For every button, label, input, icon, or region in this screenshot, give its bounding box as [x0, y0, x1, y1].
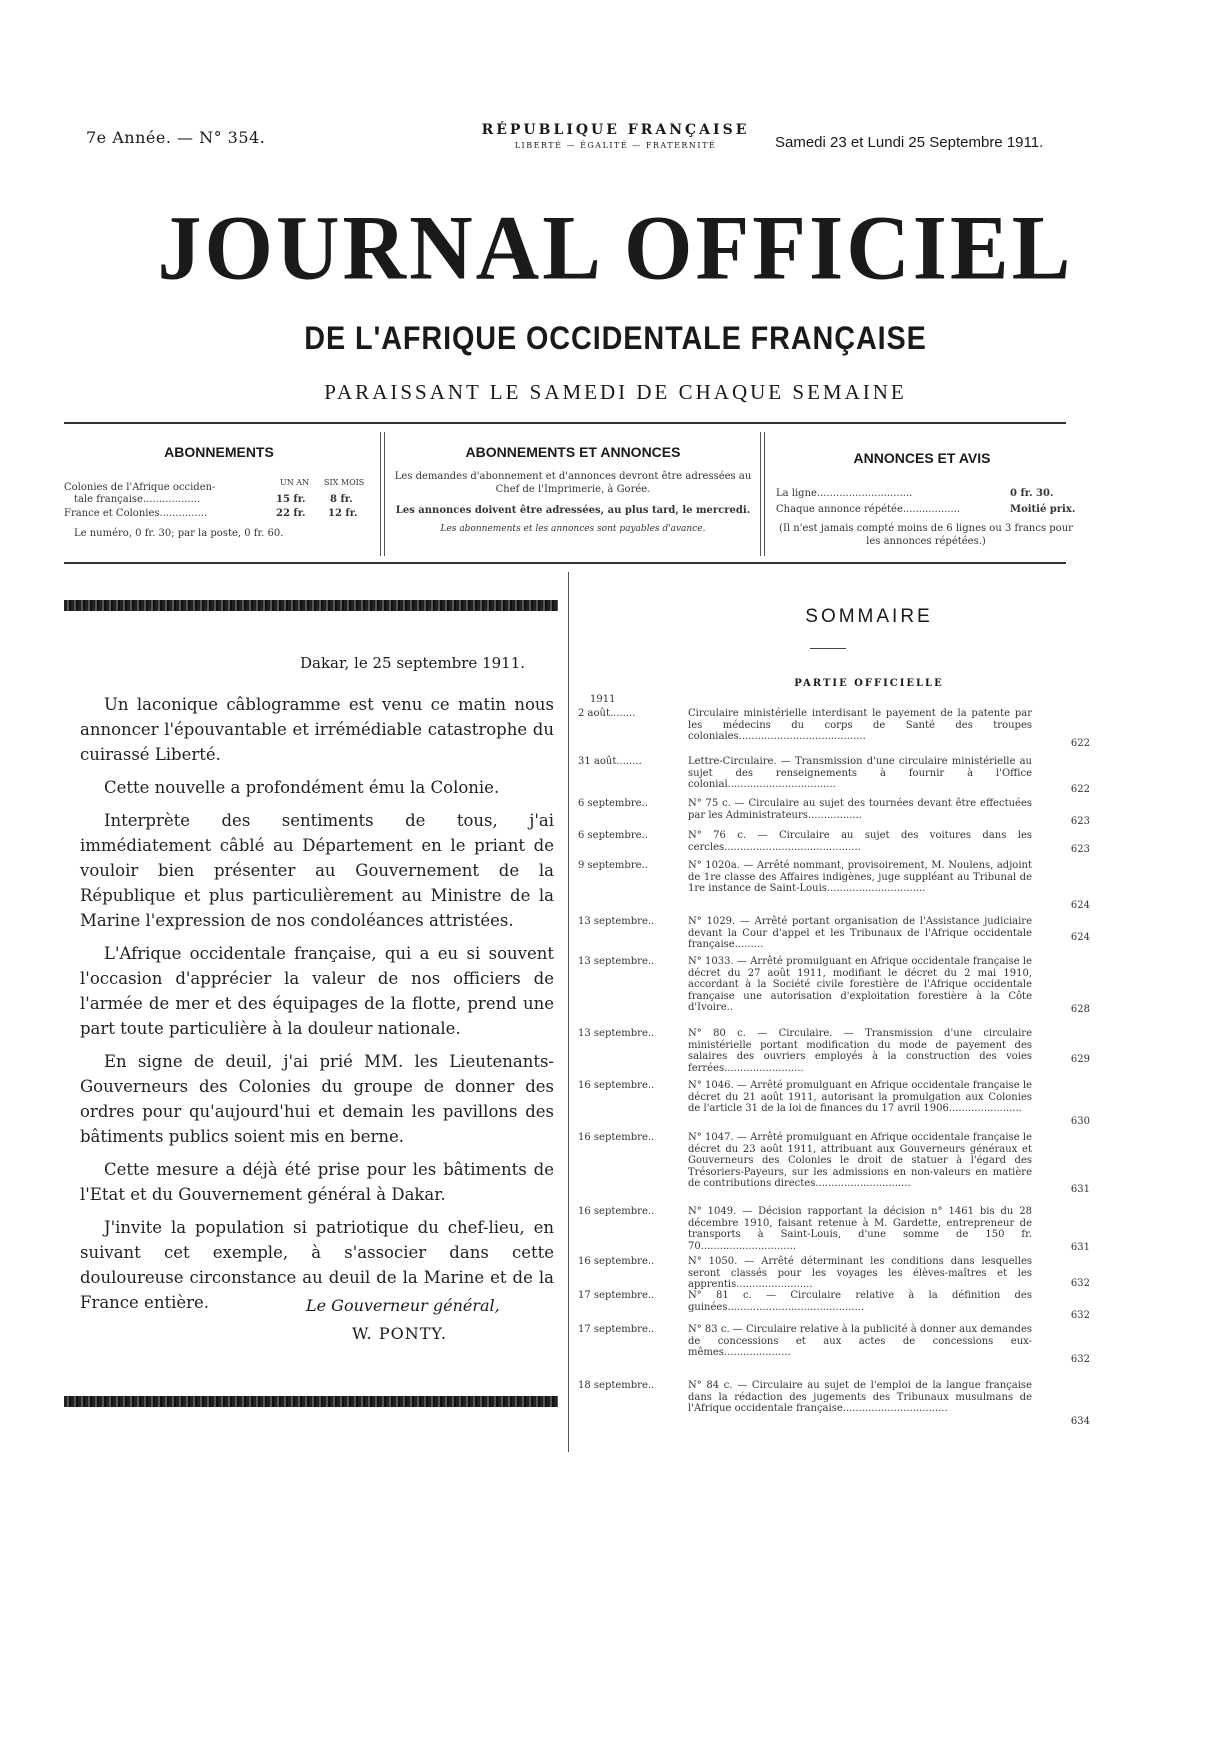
- toc-page-number: 624: [1070, 932, 1090, 943]
- article-body: [80, 692, 554, 1323]
- toc-date: 6 septembre..: [578, 798, 648, 809]
- article-top-bar: [64, 600, 558, 611]
- toc-date: 6 septembre..: [578, 830, 648, 841]
- numero-price: Le numéro, 0 fr. 30; par la poste, 0 fr. 60.: [74, 528, 284, 539]
- paragraph-7: J'invite la population si patriotique du chef-lieu, en suivant cet exemple, à s'associer dans cette douloureuse circonstance au deuil de la Marine et de la France entière.: [80, 1218, 554, 1312]
- abonnements-annonces-box: [392, 444, 754, 536]
- subscription-divider-2b: [764, 432, 765, 556]
- toc-page-number: 630: [1070, 1116, 1090, 1127]
- france-six-price: 12 fr.: [328, 508, 358, 519]
- repetee-label: Chaque annonce répétée..................: [776, 504, 961, 515]
- signature-title: Le Gouverneur général,: [306, 1296, 500, 1315]
- colonies-label: Colonies de l'Afrique occiden-: [64, 482, 216, 493]
- toc-page-number: 624: [1070, 900, 1090, 911]
- paragraph-3: Interprète des sentiments de tous, j'ai immédiatement câblé au Département en le priant de vouloir bien présenter au Gouvernement de la République et plus particulièrement au Ministre de la Marine l'expression de nos condoléances attristées.: [80, 811, 554, 930]
- toc-description: N° 1029. — Arrêté portant organisation de l'Assistance judiciaire devant la Cour d'appel et les Tribunaux de l'Afrique occidentale française.........: [688, 916, 1032, 950]
- toc-date: 16 septembre..: [578, 1080, 655, 1091]
- sommaire-heading: SOMMAIRE: [805, 606, 933, 627]
- col-header-six: SIX MOIS: [324, 478, 365, 487]
- toc-description: N° 1050. — Arrêté déterminant les conditions dans lesquelles seront classés pour les voyages les élèves-maîtres et les apprentis........................: [688, 1256, 1032, 1290]
- toc-page-number: 634: [1070, 1416, 1090, 1427]
- toc-description: N° 1020a. — Arrêté nommant, provisoirement, M. Noulens, adjoint de 1re classe des Affaires indigènes, juge suppléant au Tribunal de 1re instance de Saint-Louis...............................: [688, 860, 1032, 894]
- issue-date: Samedi 23 et Lundi 25 Septembre 1911.: [775, 134, 1044, 151]
- toc-date: 18 septembre..: [578, 1380, 655, 1391]
- toc-date: 31 août........: [578, 756, 642, 767]
- toc-page-number: 622: [1070, 784, 1090, 795]
- toc-description: N° 81 c. — Circulaire relative à la définition des guinées...........................................: [688, 1290, 1032, 1313]
- abonnements-annonces-heading: ABONNEMENTS ET ANNONCES: [465, 444, 681, 460]
- toc-date: 17 septembre..: [578, 1290, 655, 1301]
- signature-name: W. PONTY.: [352, 1324, 447, 1343]
- subscription-divider-1: [380, 432, 381, 556]
- annonces-avis-box: [772, 450, 1072, 466]
- annonces-deadline: Les annonces doivent être adressées, au plus tard, le mercredi.: [395, 505, 751, 516]
- toc-page-number: 631: [1070, 1242, 1090, 1253]
- payable-note: Les abonnements et les annonces sont payables d'avance.: [440, 524, 706, 534]
- col-header-year: UN AN: [280, 478, 310, 487]
- paragraph-4: L'Afrique occidentale française, qui a eu si souvent l'occasion d'apprécier la valeur de nos officiers de l'armée de mer et des équipages de la flotte, prend une part toute particulière à la douleur nationale.: [80, 944, 554, 1038]
- sommaire-year: 1911: [590, 694, 616, 705]
- ligne-label: La ligne..............................: [776, 488, 913, 499]
- journal-subtitle: DE L'AFRIQUE OCCIDENTALE FRANÇAISE: [304, 320, 927, 356]
- repetee-price: Moitié prix.: [1010, 504, 1076, 515]
- france-label: France et Colonies...............: [64, 508, 208, 519]
- subscription-top-rule: [64, 422, 1066, 424]
- annonces-note: (Il n'est jamais compté moins de 6 lignes ou 3 francs pour les annonces répétées.): [779, 523, 1073, 547]
- partie-officielle-heading: PARTIE OFFICIELLE: [794, 678, 944, 689]
- column-divider: [568, 572, 569, 1452]
- toc-description: N° 1046. — Arrêté promulguant en Afrique occidentale française le décret du 21 août 1911, autorisant la promulgation aux Colonies de l'article 31 de la loi de finances du 17 avril 1906.......................: [688, 1080, 1032, 1114]
- toc-description: Circulaire ministérielle interdisant le payement de la patente par les médecins du corps de Santé des troupes coloniales........................................: [688, 708, 1032, 742]
- toc-date: 13 septembre..: [578, 956, 655, 967]
- toc-page-number: 632: [1070, 1354, 1090, 1365]
- motto: LIBERTÉ — ÉGALITÉ — FRATERNITÉ: [514, 141, 717, 150]
- toc-page-number: 629: [1070, 1054, 1090, 1065]
- toc-description: N° 80 c. — Circulaire. — Transmission d'une circulaire ministérielle portant modification du mode de payement des salaires des ouvriers employés à la construction des voies ferrées.........................: [688, 1028, 1032, 1074]
- toc-date: 17 septembre..: [578, 1324, 655, 1335]
- toc-description: N° 84 c. — Circulaire au sujet de l'emploi de la langue française dans la rédaction des jugements des Tribunaux musulmans de l'Afrique occidentale française.................................: [688, 1380, 1032, 1414]
- ligne-price: 0 fr. 30.: [1010, 488, 1054, 499]
- toc-date: 13 septembre..: [578, 916, 655, 927]
- toc-page-number: 632: [1070, 1310, 1090, 1321]
- paragraph-1: Un laconique câblogramme est venu ce matin nous annoncer l'épouvantable et irrémédiable catastrophe du cuirassé Liberté.: [80, 695, 554, 764]
- subscription-divider-2: [760, 432, 761, 556]
- toc-date: 2 août........: [578, 708, 636, 719]
- paragraph-5: En signe de deuil, j'ai prié MM. les Lieutenants-Gouverneurs des Colonies du groupe de donner des ordres pour qu'aujourd'hui et demain les pavillons des bâtiments publics soient mis en berne.: [80, 1052, 554, 1146]
- journal-title: JOURNAL OFFICIEL: [157, 197, 1074, 300]
- sommaire-rule: [810, 648, 846, 649]
- toc-description: N° 1033. — Arrêté promulguant en Afrique occidentale française le décret du 27 août 1911, modifiant le décret du 2 mai 1910, accordant à la Société civile forestière de l'Afrique occidentale française une autorisation d'exploitation forestière à la Côte d'Ivoire..: [688, 956, 1032, 1013]
- annonces-avis-heading: ANNONCES ET AVIS: [853, 450, 991, 466]
- toc-page-number: 623: [1070, 816, 1090, 827]
- toc-page-number: 631: [1070, 1184, 1090, 1195]
- toc-description: N° 76 c. — Circulaire au sujet des voitures dans les cercles...........................................: [688, 830, 1032, 853]
- subscription-bottom-rule: [64, 562, 1066, 564]
- colonies-six-price: 8 fr.: [330, 494, 353, 505]
- journal-tagline: PARAISSANT LE SAMEDI DE CHAQUE SEMAINE: [324, 380, 907, 404]
- abonnements-box: [64, 444, 374, 460]
- issue-number: 7e Année. — N° 354.: [86, 128, 266, 147]
- toc-description: N° 75 c. — Circulaire au sujet des tournées devant être effectuées par les Administrateurs.................: [688, 798, 1032, 821]
- paragraph-2: Cette nouvelle a profondément ému la Colonie.: [104, 778, 500, 797]
- toc-date: 16 septembre..: [578, 1206, 655, 1217]
- subscription-divider-1b: [384, 432, 385, 556]
- toc-description: N° 83 c. — Circulaire relative à la publicité à donner aux demandes de concessions et aux actes de concessions eux-mêmes.....................: [688, 1324, 1032, 1358]
- republic-header: [0, 122, 1231, 150]
- toc-description: Lettre-Circulaire. — Transmission d'une circulaire ministérielle au sujet des renseignements à fournir à l'Office colonial..................................: [688, 756, 1032, 790]
- toc-description: N° 1047. — Arrêté promulguant en Afrique occidentale française le décret du 23 août 1911, attribuant aux Gouverneurs généraux et Gouverneurs des Colonies le droit de statuer à l'égard des Trésoriers-Payeurs, sur les admissions en non-valeurs en matière de contributions directes..............................: [688, 1132, 1032, 1189]
- abonnements-heading: ABONNEMENTS: [164, 444, 274, 460]
- article-place-date: Dakar, le 25 septembre 1911.: [300, 654, 526, 672]
- demandes-text: Les demandes d'abonnement et d'annonces devront être adressées au Chef de l'Imprimerie, à Gorée.: [394, 471, 752, 495]
- toc-page-number: 622: [1070, 738, 1090, 749]
- toc-date: 13 septembre..: [578, 1028, 655, 1039]
- colonies-label-2: tale française..................: [74, 494, 201, 505]
- toc-date: 9 septembre..: [578, 860, 648, 871]
- article-bottom-bar: [64, 1396, 558, 1407]
- toc-date: 16 septembre..: [578, 1256, 655, 1267]
- republic-label: RÉPUBLIQUE FRANÇAISE: [481, 122, 750, 138]
- colonies-year-price: 15 fr.: [276, 494, 306, 505]
- france-year-price: 22 fr.: [276, 508, 306, 519]
- toc-page-number: 623: [1070, 844, 1090, 855]
- paragraph-6: Cette mesure a déjà été prise pour les bâtiments de l'Etat et du Gouvernement général à Dakar.: [80, 1160, 554, 1204]
- toc-page-number: 628: [1070, 1004, 1090, 1015]
- toc-page-number: 632: [1070, 1278, 1090, 1289]
- toc-description: N° 1049. — Décision rapportant la décision n° 1461 bis du 28 décembre 1910, faisant retenue à M. Gardette, entrepreneur de transports à Saint-Louis, d'une somme de 150 fr. 70..............................: [688, 1206, 1032, 1252]
- toc-date: 16 septembre..: [578, 1132, 655, 1143]
